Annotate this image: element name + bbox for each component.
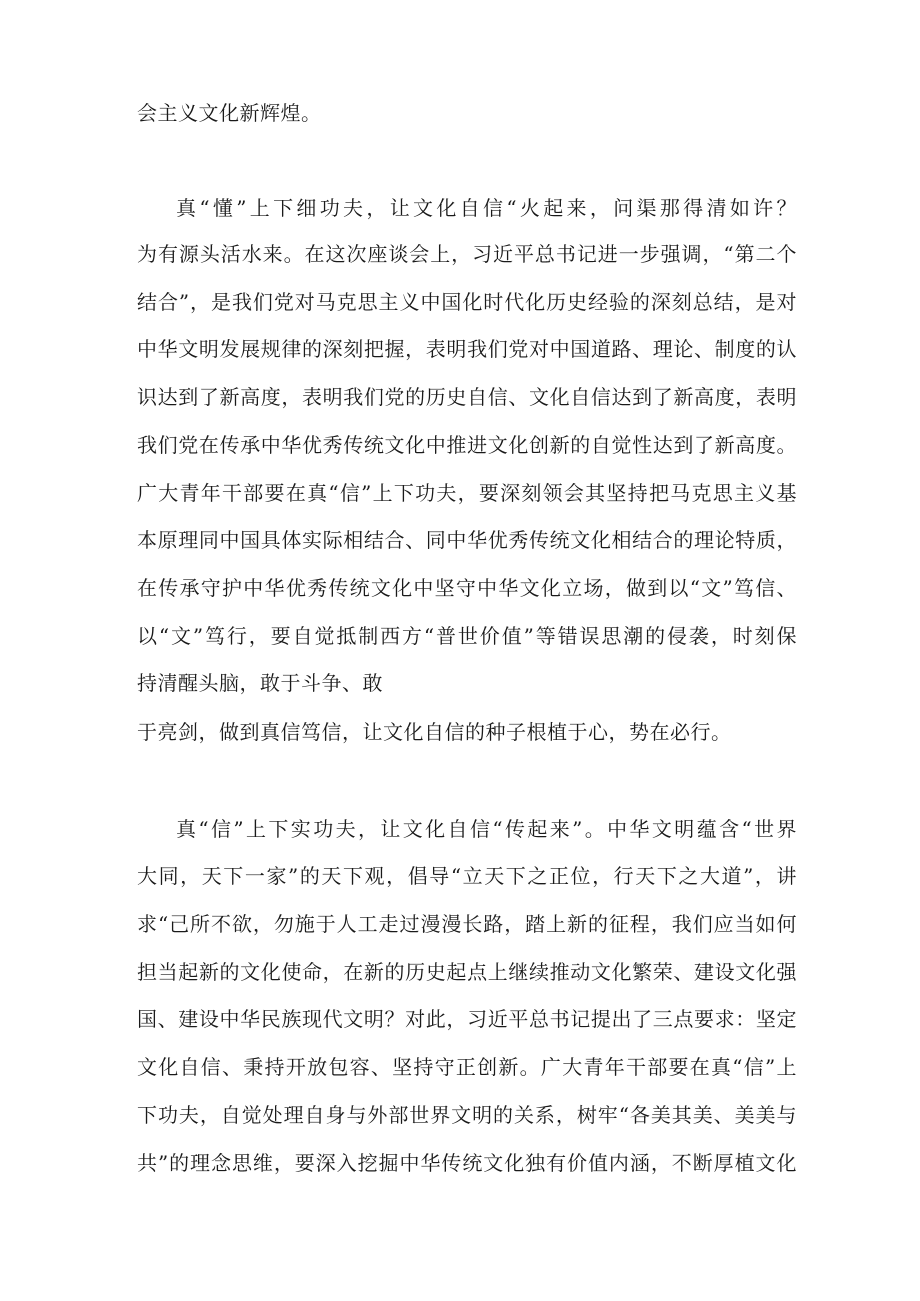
text-line: 求“己所不欲，勿施于人工走过漫漫长路，踏上新的征程，我们应当如何 [137, 912, 797, 936]
text-line: 为有源头活水来。在这次座谈会上，习近平总书记进一步强调，“第二个 [137, 242, 797, 266]
text-line: 下功夫，自觉处理自身与外部世界文明的关系，树牢“各美其美、美美与 [137, 1103, 797, 1127]
text-line: 担当起新的文化使命，在新的历史起点上继续推动文化繁荣、建设文化强 [137, 960, 797, 984]
text-line: 中华文明发展规律的深刻把握，表明我们党对中国道路、理论、制度的认 [137, 337, 797, 361]
paragraph-start-line: 真“信”上下实功夫，让文化自信“传起来”。中华文明蕴含“世界 [176, 817, 797, 841]
text-line: 结合”，是我们党对马克思主义中国化时代化历史经验的深刻总结，是对 [137, 290, 797, 314]
text-line: 在传承守护中华优秀传统文化中坚守中华文化立场，做到以“文”笃信、 [137, 576, 797, 600]
text-line: 共”的理念思维，要深入挖掘中华传统文化独有价值内涵，不断厚植文化 [137, 1151, 797, 1175]
paragraph-start-line: 真“懂”上下细功夫，让文化自信“火起来，问渠那得清如许？ [176, 196, 797, 220]
text-line: 于亮剑，做到真信笃信，让文化自信的种子根植于心，势在必行。 [137, 720, 732, 744]
text-line: 我们党在传承中华优秀传统文化中推进文化创新的自觉性达到了新高度。 [137, 433, 797, 457]
text-line: 本原理同中国具体实际相结合、同中华优秀传统文化相结合的理论特质， [137, 528, 797, 552]
text-line: 广大青年干部要在真“信”上下功夫，要深刻领会其坚持把马克思主义基 [137, 481, 797, 505]
text-line: 识达到了新高度，表明我们党的历史自信、文化自信达到了新高度，表明 [137, 385, 797, 409]
text-line: 以“文”笃行，要自觉抵制西方“普世价值”等错误思潮的侵袭，时刻保 [137, 624, 797, 648]
text-line: 大同，天下一家”的天下观，倡导“立天下之正位，行天下之大道”，讲 [137, 864, 797, 888]
text-line: 文化自信、秉持开放包容、坚持守正创新。广大青年干部要在真“信”上 [137, 1055, 797, 1079]
text-line: 国、建设中华民族现代文明？对此，习近平总书记提出了三点要求：坚定 [137, 1007, 797, 1031]
text-line: 持清醒头脑，敢于斗争、敢 [137, 671, 383, 695]
text-line-1: 会主义文化新辉煌。 [137, 101, 322, 125]
